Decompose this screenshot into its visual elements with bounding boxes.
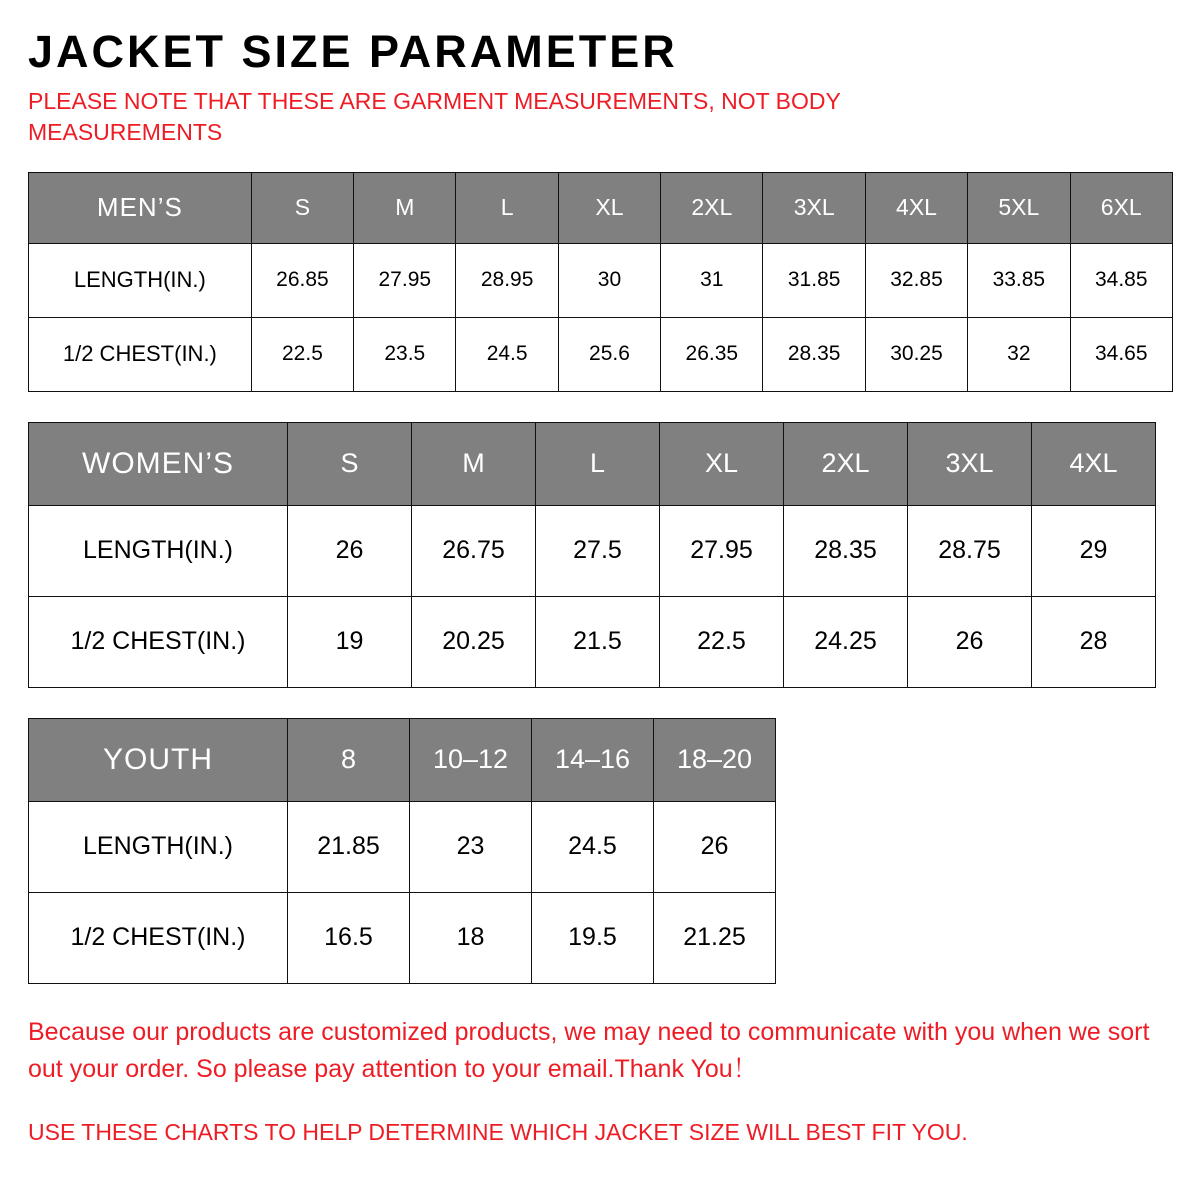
womens-size-table: [28, 422, 1156, 688]
mens-size-3xl: 3XL: [763, 172, 865, 243]
youth-chest-label: 1/2 CHEST(IN.): [29, 892, 288, 983]
womens-category-label: WOMEN’S: [29, 422, 288, 505]
womens-chest-l: 21.5: [536, 596, 660, 687]
womens-size-l: L: [536, 422, 660, 505]
womens-size-3xl: 3XL: [908, 422, 1032, 505]
mens-size-4xl: 4XL: [865, 172, 967, 243]
mens-chest-l: 24.5: [456, 317, 558, 391]
table-header-row: [29, 422, 1156, 505]
mens-length-6xl: 34.85: [1070, 243, 1172, 317]
youth-length-8: 21.85: [288, 801, 410, 892]
mens-chest-m: 23.5: [354, 317, 456, 391]
womens-chest-3xl: 26: [908, 596, 1032, 687]
womens-chest-4xl: 28: [1032, 596, 1156, 687]
mens-chest-s: 22.5: [251, 317, 353, 391]
measurement-note: PLEASE NOTE THAT THESE ARE GARMENT MEASUREMENTS, NOT BODY MEASUREMENTS: [28, 87, 841, 145]
table-row: [29, 317, 1173, 391]
mens-category-label: MEN’S: [29, 172, 252, 243]
womens-chest-label: 1/2 CHEST(IN.): [29, 596, 288, 687]
mens-length-3xl: 31.85: [763, 243, 865, 317]
womens-length-2xl: 28.35: [784, 505, 908, 596]
womens-length-4xl: 29: [1032, 505, 1156, 596]
youth-category-label: YOUTH: [29, 718, 288, 801]
mens-length-xl: 30: [558, 243, 660, 317]
womens-size-2xl: 2XL: [784, 422, 908, 505]
youth-chest-18-20: 21.25: [654, 892, 776, 983]
mens-size-5xl: 5XL: [968, 172, 1070, 243]
mens-size-s: S: [251, 172, 353, 243]
page-title: JACKET SIZE PARAMETER: [28, 26, 678, 77]
youth-size-14-16: 14–16: [532, 718, 654, 801]
youth-chest-14-16: 19.5: [532, 892, 654, 983]
chart-usage-note: USE THESE CHARTS TO HELP DETERMINE WHICH JACKET SIZE WILL BEST FIT YOU.: [28, 1118, 968, 1145]
mens-length-s: 26.85: [251, 243, 353, 317]
womens-size-m: M: [412, 422, 536, 505]
womens-chest-xl: 22.5: [660, 596, 784, 687]
youth-size-10-12: 10–12: [410, 718, 532, 801]
youth-chest-10-12: 18: [410, 892, 532, 983]
womens-length-l: 27.5: [536, 505, 660, 596]
mens-chest-label: 1/2 CHEST(IN.): [29, 317, 252, 391]
womens-size-4xl: 4XL: [1032, 422, 1156, 505]
youth-length-10-12: 23: [410, 801, 532, 892]
youth-size-18-20: 18–20: [654, 718, 776, 801]
mens-length-label: LENGTH(IN.): [29, 243, 252, 317]
table-row: [29, 505, 1156, 596]
womens-length-m: 26.75: [412, 505, 536, 596]
mens-length-5xl: 33.85: [968, 243, 1070, 317]
table-row: [29, 243, 1173, 317]
mens-length-m: 27.95: [354, 243, 456, 317]
table-row: [29, 801, 776, 892]
youth-length-label: LENGTH(IN.): [29, 801, 288, 892]
table-row: [29, 596, 1156, 687]
footer-notes: [28, 1014, 1172, 1150]
mens-chest-4xl: 30.25: [865, 317, 967, 391]
womens-chest-m: 20.25: [412, 596, 536, 687]
mens-length-l: 28.95: [456, 243, 558, 317]
youth-length-18-20: 26: [654, 801, 776, 892]
womens-size-xl: XL: [660, 422, 784, 505]
mens-chest-5xl: 32: [968, 317, 1070, 391]
mens-size-2xl: 2XL: [661, 172, 763, 243]
table-row: [29, 892, 776, 983]
mens-size-m: M: [354, 172, 456, 243]
mens-size-6xl: 6XL: [1070, 172, 1172, 243]
mens-length-4xl: 32.85: [865, 243, 967, 317]
mens-chest-2xl: 26.35: [661, 317, 763, 391]
womens-chest-2xl: 24.25: [784, 596, 908, 687]
womens-length-3xl: 28.75: [908, 505, 1032, 596]
mens-chest-xl: 25.6: [558, 317, 660, 391]
womens-length-label: LENGTH(IN.): [29, 505, 288, 596]
womens-length-xl: 27.95: [660, 505, 784, 596]
womens-length-s: 26: [288, 505, 412, 596]
mens-chest-3xl: 28.35: [763, 317, 865, 391]
customization-note: Because our products are customized products, we may need to communicate with you when we sort out your order. So please pay attention to your email.Thank You！: [28, 1017, 1150, 1084]
mens-size-xl: XL: [558, 172, 660, 243]
youth-length-14-16: 24.5: [532, 801, 654, 892]
youth-size-table: [28, 718, 776, 984]
womens-size-s: S: [288, 422, 412, 505]
mens-size-table: [28, 172, 1173, 392]
womens-chest-s: 19: [288, 596, 412, 687]
mens-chest-6xl: 34.65: [1070, 317, 1172, 391]
youth-chest-8: 16.5: [288, 892, 410, 983]
mens-length-2xl: 31: [661, 243, 763, 317]
table-header-row: [29, 172, 1173, 243]
youth-size-8: 8: [288, 718, 410, 801]
table-header-row: [29, 718, 776, 801]
mens-size-l: L: [456, 172, 558, 243]
